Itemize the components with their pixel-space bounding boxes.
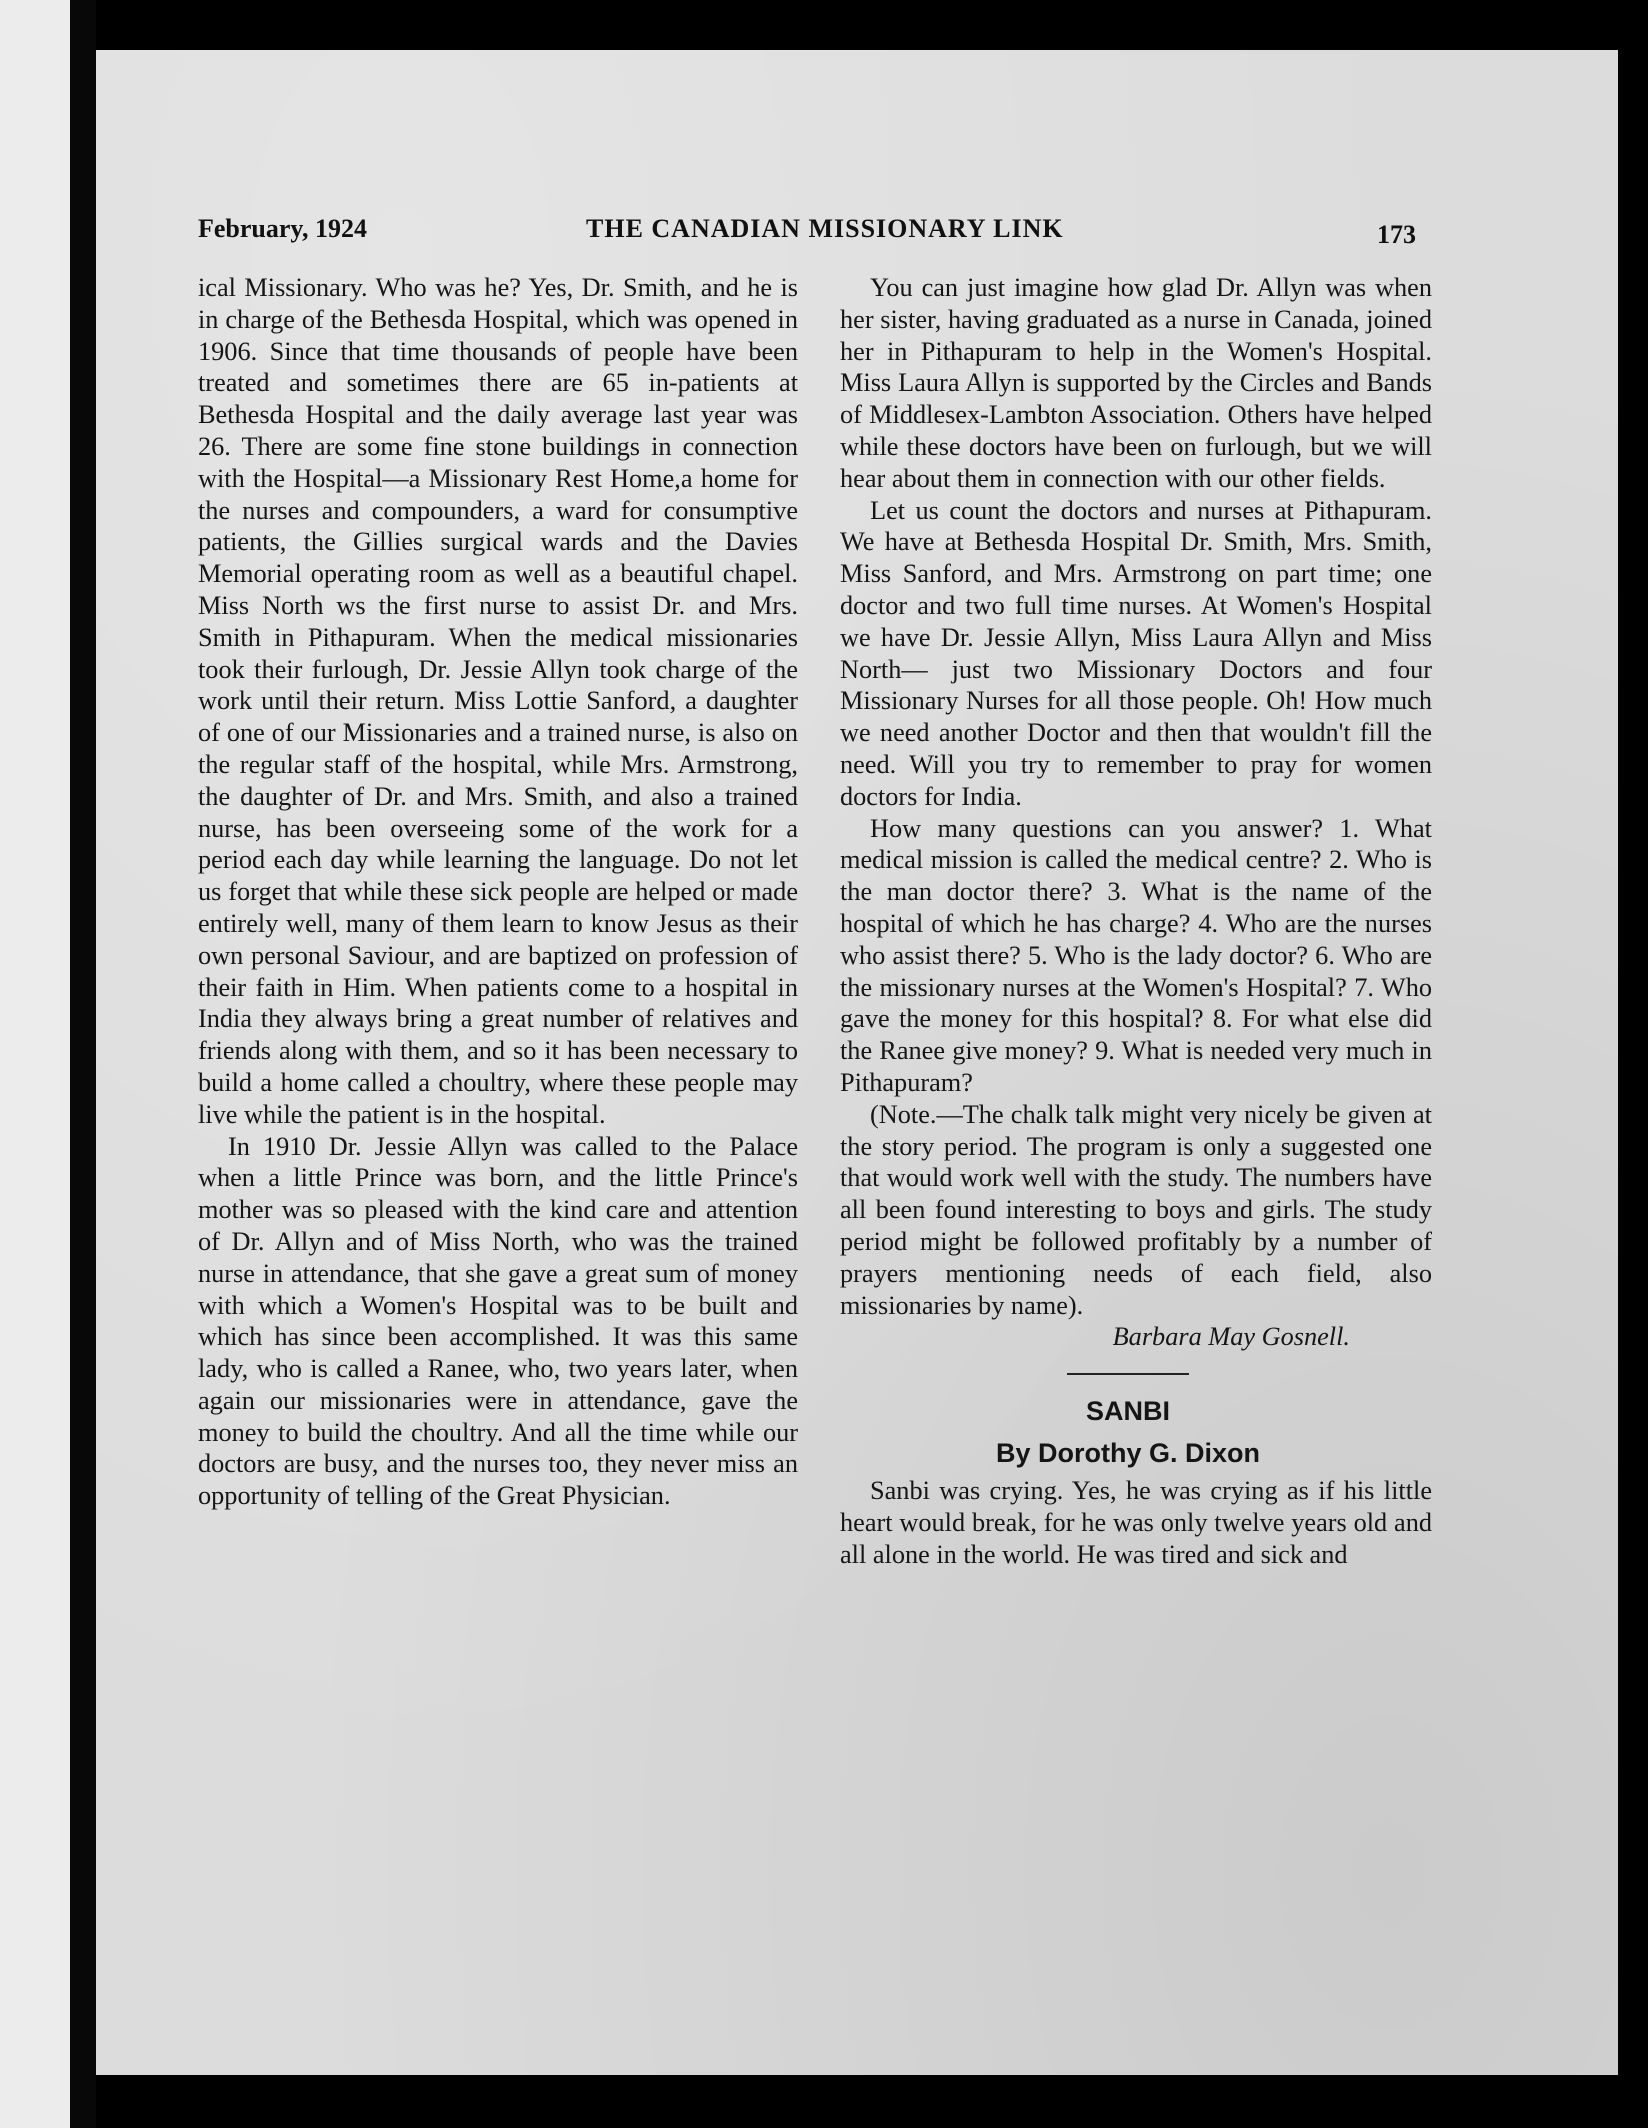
page-number: 173 (1377, 220, 1416, 249)
section-divider (1067, 1373, 1189, 1375)
story-title: SANBI (1085, 1396, 1170, 1427)
paragraph: You can just imagine how glad Dr. Allyn was when her sister, having graduated as a nurse in Canada, joined her in Pithapuram to help in the Women's Hospital. Miss Laura Allyn is supported by the Circles and Bands of Middlesex-Lambton Association. Others have helped while these doctors have been on furlough, but we will hear about them in connection with our other fields. (840, 273, 1432, 493)
questions-paragraph: How many questions can you answer? 1. What medical mission is called the medical centre? 2. Who is the man doctor there? 3. What is the name of the hospital of which he has charge? 4. Who are the nurses who assist there? 5. Who is the lady doctor? 6. Who are the missionary nurses at the Women's Hospital? 7. Who gave the money for this hospital? 8. For what else did the Ranee give money? 9. What is needed very much in Pithapuram? (840, 813, 1432, 1097)
author-signature: Barbara May Gosnell. (1112, 1322, 1350, 1352)
right-column (840, 272, 1432, 1570)
story-byline: By Dorothy G. Dixon (995, 1438, 1260, 1469)
issue-date: February, 1924 (198, 214, 367, 243)
paragraph: Let us count the doctors and nurses at Pithapuram. We have at Bethesda Hospital Dr. Smith, Mrs. Smith, Miss Sanford, and Mrs. Armstrong on part time; one doctor and two full time nurses. At Women's Hospital we have Dr. Jessie Allyn, Miss Laura Allyn and Miss North— just two Missionary Doctors and four Missionary Nurses for all those people. Oh! How much we need another Doctor and then that wouldn't fill the need. Will you try to remember to pray for women doctors for India. (840, 495, 1432, 811)
paragraph: ical Missionary. Who was he? Yes, Dr. Smith, and he is in charge of the Bethesda Hospital, which was opened in 1906. Since that time thousands of people have been treated and sometimes there are 65 in-patients at Bethesda Hospital and the daily average last year was 26. There are some fine stone buildings in connection with the Hospital—a Missionary Rest Home,a home for the nurses and compounders, a ward for consumptive patients, the Gillies surgical wards and the Davies Memorial operating room as well as a beautiful chapel. Miss North ws the first nurse to assist Dr. and Mrs. Smith in Pithapuram. When the medical missionaries took their furlough, Dr. Jessie Allyn took charge of the work until their return. Miss Lottie Sanford, a daughter of one of our Missionaries and a trained nurse, is also on the regular staff of the hospital, while Mrs. Armstrong, the daughter of Dr. and Mrs. Smith, and also a trained nurse, has been overseeing some of the work for a period each day while learning the language. Do not let us forget that while these sick people are helped or made entirely well, many of them learn to know Jesus as their own personal Saviour, and are baptized on profession of their faith in Him. When patients come to a hospital in India they always bring a great number of relatives and friends along with them, and so it has been necessary to build a home called a choultry, where these people may live while the patient is in the hospital. (198, 273, 798, 1129)
paragraph: In 1910 Dr. Jessie Allyn was called to the Palace when a little Prince was born, and the little Prince's mother was so pleased with the kind care and attention of Dr. Allyn and of Miss North, who was the trained nurse in attendance, that she gave a great sum of money with which a Women's Hospital was to be built and which has since been accomplished. It was this same lady, who is called a Ranee, who, two years later, when again our missionaries were in attendance, gave the money to build the choultry. And all the time while our doctors are busy, and the nurses too, they never miss an opportunity of telling of the Great Physician. (198, 1131, 798, 1511)
running-header (198, 214, 1416, 254)
left-column (198, 272, 798, 1512)
journal-title: THE CANADIAN MISSIONARY LINK (586, 214, 1064, 243)
facing-page-edge (0, 0, 70, 2128)
note-paragraph: (Note.—The chalk talk might very nicely be given at the story period. The program is only a suggested one that would work well with the study. The numbers have all been found interesting to boys and girls. The study period might be followed profitably by a number of prayers mentioning needs of each field, also missionaries by name). (840, 1099, 1432, 1320)
binding-gutter (70, 0, 96, 2128)
paragraph: Sanbi was crying. Yes, he was crying as if his little heart would break, for he was only twelve years old and all alone in the world. He was tired and sick and (840, 1476, 1432, 1569)
page-edge-shadow (1618, 40, 1648, 2100)
